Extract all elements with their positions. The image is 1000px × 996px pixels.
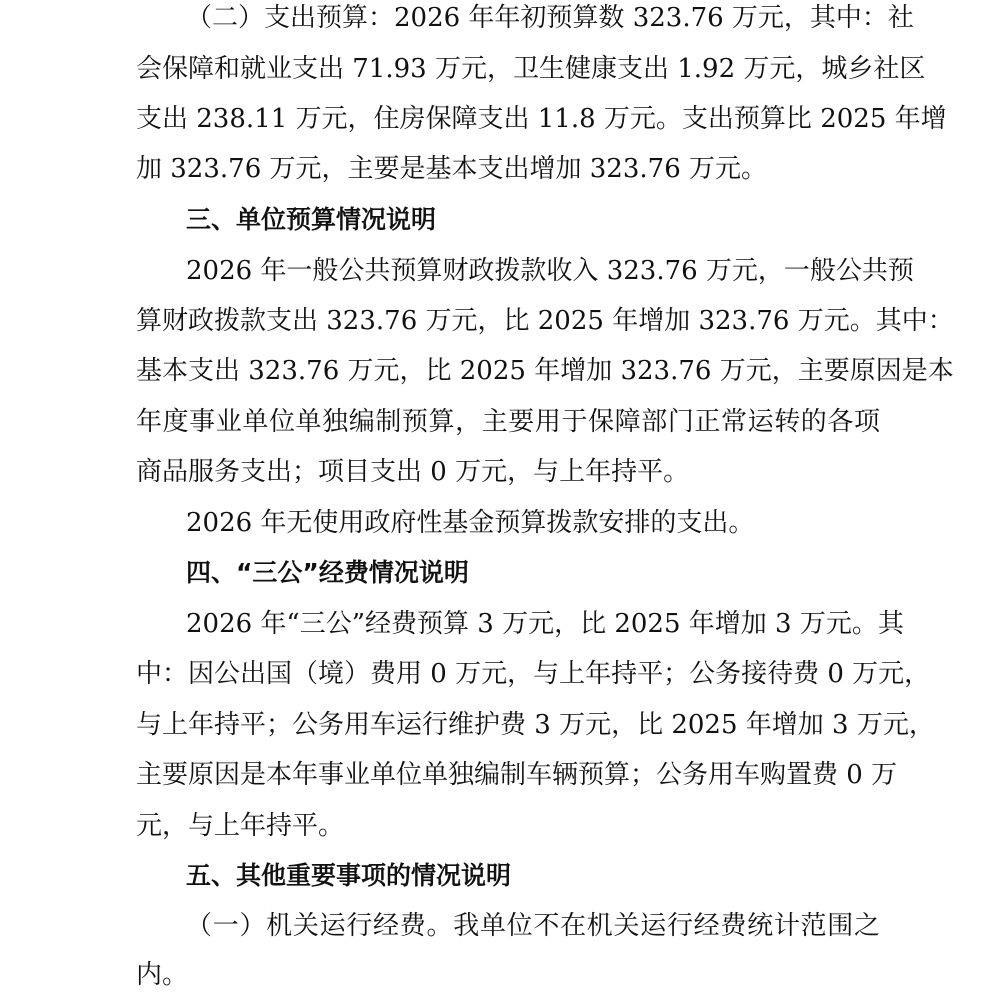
paragraph-line: （二）支出预算：2026 年年初预算数 323.76 万元，其中：社 [186, 3, 914, 33]
section-heading: 四、“三公”经费情况说明 [186, 558, 469, 587]
paragraph-line: 内。 [136, 960, 189, 990]
section-heading: 五、其他重要事项的情况说明 [186, 861, 512, 890]
paragraph-line: 商品服务支出；项目支出 0 万元，与上年持平。 [136, 457, 690, 487]
section-heading: 三、单位预算情况说明 [186, 205, 437, 234]
paragraph-line: 2026 年一般公共预算财政拨款收入 323.76 万元，一般公共预 [186, 256, 914, 286]
paragraph-line: 2026 年无使用政府性基金预算拨款安排的支出。 [186, 508, 755, 538]
paragraph-line: 会保障和就业支出 71.93 万元，卫生健康支出 1.92 万元，城乡社区 [136, 54, 926, 84]
paragraph-line: 2026 年“三公”经费预算 3 万元，比 2025 年增加 3 万元。其 [186, 609, 904, 639]
paragraph-line: 年度事业单位单独编制预算，主要用于保障部门正常运转的各项 [136, 407, 880, 437]
paragraph-line: 元，与上年持平。 [136, 811, 345, 841]
paragraph-line: 与上年持平；公务用车运行维护费 3 万元，比 2025 年增加 3 万元， [136, 710, 935, 740]
paragraph-line: 算财政拨款支出 323.76 万元，比 2025 年增加 323.76 万元。其中： [136, 306, 954, 336]
paragraph-line: 中：因公出国（境）费用 0 万元，与上年持平；公务接待费 0 万元， [136, 659, 931, 689]
paragraph-line: 支出 238.11 万元，住房保障支出 11.8 万元。支出预算比 2025 年增 [136, 104, 947, 134]
paragraph-line: （一）机关运行经费。我单位不在机关运行经费统计范围之 [186, 911, 880, 941]
paragraph-line: 主要原因是本年事业单位单独编制车辆预算；公务用车购置费 0 万 [136, 760, 898, 790]
paragraph-line: 加 323.76 万元，主要是基本支出增加 323.76 万元。 [136, 154, 768, 184]
paragraph-line: 基本支出 323.76 万元，比 2025 年增加 323.76 万元，主要原因是本 [136, 356, 954, 386]
